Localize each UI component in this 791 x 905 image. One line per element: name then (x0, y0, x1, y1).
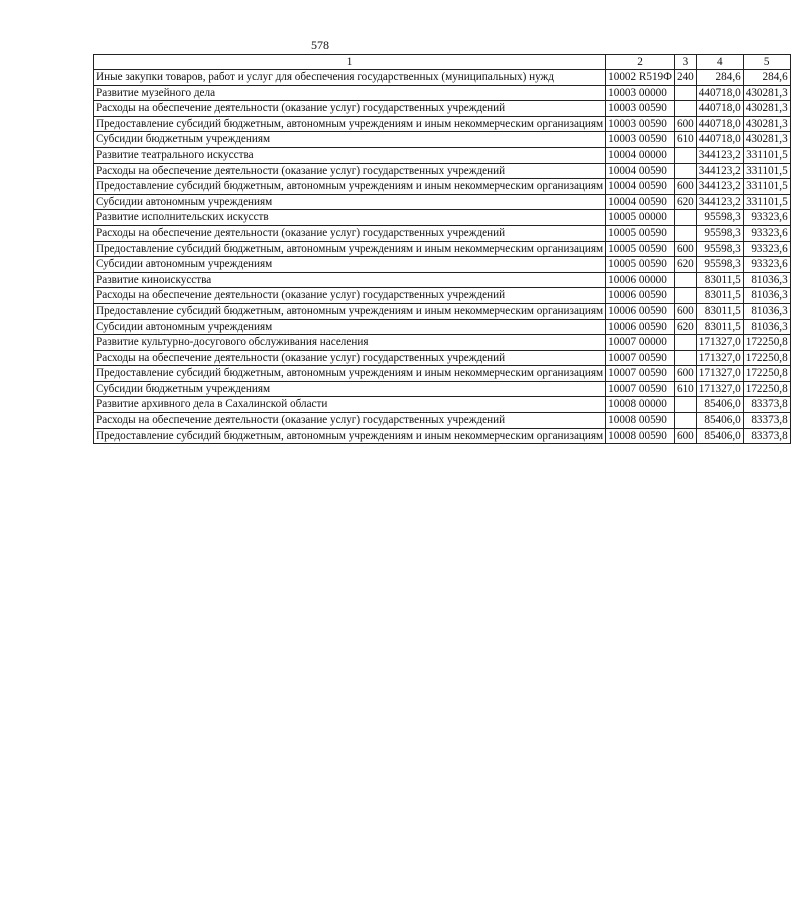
row-code-cell: 10007 00000 (606, 335, 675, 351)
table-row (94, 194, 791, 210)
table-row (94, 335, 791, 351)
row-name-cell: Субсидии автономным учреждениям (94, 194, 606, 210)
row-name-cell: Развитие театрального искусства (94, 147, 606, 163)
row-value-col4-cell: 83011,5 (696, 272, 743, 288)
row-value-col5-cell: 172250,8 (743, 366, 790, 382)
row-code-cell: 10003 00000 (606, 85, 675, 101)
row-code-cell: 10005 00000 (606, 210, 675, 226)
row-type-cell: 240 (674, 70, 696, 86)
table-row (94, 132, 791, 148)
row-type-cell (674, 225, 696, 241)
table-row (94, 413, 791, 429)
row-name-cell: Предоставление субсидий бюджетным, автономным учреждениям и иным некоммерческим организациям (94, 303, 606, 319)
row-value-col4-cell: 171327,0 (696, 335, 743, 351)
table-row (94, 366, 791, 382)
row-name-cell: Развитие музейного дела (94, 85, 606, 101)
row-type-cell: 600 (674, 116, 696, 132)
row-name-cell: Расходы на обеспечение деятельности (оказание услуг) государственных учреждений (94, 288, 606, 304)
row-code-cell: 10003 00590 (606, 116, 675, 132)
table-row (94, 319, 791, 335)
row-value-col5-cell: 430281,3 (743, 85, 790, 101)
row-type-cell: 600 (674, 366, 696, 382)
table-row (94, 147, 791, 163)
row-type-cell: 600 (674, 179, 696, 195)
row-name-cell: Развитие исполнительских искусств (94, 210, 606, 226)
row-type-cell (674, 272, 696, 288)
table-row (94, 288, 791, 304)
row-type-cell (674, 210, 696, 226)
row-name-cell: Предоставление субсидий бюджетным, автономным учреждениям и иным некоммерческим организациям (94, 241, 606, 257)
table-row (94, 350, 791, 366)
row-value-col4-cell: 83011,5 (696, 303, 743, 319)
row-type-cell (674, 101, 696, 117)
row-value-col4-cell: 95598,3 (696, 210, 743, 226)
row-value-col5-cell: 331101,5 (743, 179, 790, 195)
row-code-cell: 10007 00590 (606, 350, 675, 366)
row-name-cell: Субсидии бюджетным учреждениям (94, 381, 606, 397)
row-name-cell: Расходы на обеспечение деятельности (оказание услуг) государственных учреждений (94, 413, 606, 429)
row-value-col5-cell: 331101,5 (743, 147, 790, 163)
table-row (94, 85, 791, 101)
row-value-col4-cell: 85406,0 (696, 428, 743, 444)
row-code-cell: 10006 00590 (606, 288, 675, 304)
row-value-col5-cell: 430281,3 (743, 101, 790, 117)
row-value-col5-cell: 430281,3 (743, 116, 790, 132)
row-name-cell: Субсидии бюджетным учреждениям (94, 132, 606, 148)
row-code-cell: 10008 00000 (606, 397, 675, 413)
row-code-cell: 10005 00590 (606, 257, 675, 273)
row-name-cell: Предоставление субсидий бюджетным, автономным учреждениям и иным некоммерческим организациям (94, 428, 606, 444)
row-name-cell: Субсидии автономным учреждениям (94, 319, 606, 335)
row-value-col4-cell: 344123,2 (696, 179, 743, 195)
table-row (94, 116, 791, 132)
row-type-cell: 610 (674, 381, 696, 397)
row-type-cell (674, 85, 696, 101)
row-value-col4-cell: 171327,0 (696, 381, 743, 397)
row-code-cell: 10002 R519Ф (606, 70, 675, 86)
table-row (94, 179, 791, 195)
row-name-cell: Расходы на обеспечение деятельности (оказание услуг) государственных учреждений (94, 163, 606, 179)
row-value-col4-cell: 284,6 (696, 70, 743, 86)
row-name-cell: Развитие киноискусства (94, 272, 606, 288)
row-type-cell: 600 (674, 428, 696, 444)
row-code-cell: 10005 00590 (606, 241, 675, 257)
row-code-cell: 10004 00000 (606, 147, 675, 163)
column-header-2: 2 (606, 55, 675, 70)
row-value-col4-cell: 95598,3 (696, 241, 743, 257)
row-code-cell: 10008 00590 (606, 413, 675, 429)
row-value-col4-cell: 344123,2 (696, 163, 743, 179)
row-value-col4-cell: 440718,0 (696, 132, 743, 148)
table-row (94, 101, 791, 117)
row-value-col4-cell: 85406,0 (696, 397, 743, 413)
row-code-cell: 10004 00590 (606, 163, 675, 179)
column-header-1: 1 (94, 55, 606, 70)
row-code-cell: 10003 00590 (606, 132, 675, 148)
row-type-cell: 620 (674, 257, 696, 273)
row-type-cell (674, 350, 696, 366)
row-type-cell (674, 335, 696, 351)
row-value-col5-cell: 83373,8 (743, 397, 790, 413)
row-name-cell: Расходы на обеспечение деятельности (оказание услуг) государственных учреждений (94, 225, 606, 241)
row-code-cell: 10006 00590 (606, 303, 675, 319)
row-value-col4-cell: 171327,0 (696, 350, 743, 366)
row-value-col5-cell: 284,6 (743, 70, 790, 86)
row-value-col5-cell: 93323,6 (743, 241, 790, 257)
row-code-cell: 10007 00590 (606, 381, 675, 397)
row-value-col4-cell: 95598,3 (696, 225, 743, 241)
table-row (94, 163, 791, 179)
row-value-col5-cell: 430281,3 (743, 132, 790, 148)
row-type-cell: 600 (674, 241, 696, 257)
row-value-col5-cell: 331101,5 (743, 163, 790, 179)
row-code-cell: 10006 00000 (606, 272, 675, 288)
table-row (94, 241, 791, 257)
row-value-col4-cell: 85406,0 (696, 413, 743, 429)
row-name-cell: Развитие архивного дела в Сахалинской области (94, 397, 606, 413)
row-code-cell: 10005 00590 (606, 225, 675, 241)
row-value-col4-cell: 171327,0 (696, 366, 743, 382)
table-row (94, 272, 791, 288)
row-value-col5-cell: 331101,5 (743, 194, 790, 210)
table-row (94, 397, 791, 413)
row-code-cell: 10006 00590 (606, 319, 675, 335)
row-type-cell (674, 288, 696, 304)
row-name-cell: Предоставление субсидий бюджетным, автономным учреждениям и иным некоммерческим организациям (94, 116, 606, 132)
row-value-col5-cell: 81036,3 (743, 303, 790, 319)
row-value-col4-cell: 440718,0 (696, 116, 743, 132)
row-value-col5-cell: 83373,8 (743, 428, 790, 444)
column-number-row (94, 55, 791, 70)
row-name-cell: Предоставление субсидий бюджетным, автономным учреждениям и иным некоммерческим организациям (94, 366, 606, 382)
row-value-col5-cell: 93323,6 (743, 210, 790, 226)
budget-table (93, 54, 791, 444)
row-value-col5-cell: 172250,8 (743, 335, 790, 351)
row-value-col5-cell: 172250,8 (743, 350, 790, 366)
table-row (94, 257, 791, 273)
table-row (94, 303, 791, 319)
row-code-cell: 10003 00590 (606, 101, 675, 117)
row-value-col4-cell: 83011,5 (696, 288, 743, 304)
row-type-cell: 610 (674, 132, 696, 148)
row-code-cell: 10004 00590 (606, 194, 675, 210)
row-type-cell: 620 (674, 194, 696, 210)
row-name-cell: Субсидии автономным учреждениям (94, 257, 606, 273)
row-value-col4-cell: 95598,3 (696, 257, 743, 273)
row-value-col4-cell: 344123,2 (696, 147, 743, 163)
row-name-cell: Расходы на обеспечение деятельности (оказание услуг) государственных учреждений (94, 350, 606, 366)
row-name-cell: Предоставление субсидий бюджетным, автономным учреждениям и иным некоммерческим организациям (94, 179, 606, 195)
row-type-cell (674, 397, 696, 413)
row-type-cell: 600 (674, 303, 696, 319)
table-row (94, 70, 791, 86)
row-value-col5-cell: 93323,6 (743, 225, 790, 241)
row-value-col5-cell: 81036,3 (743, 272, 790, 288)
row-code-cell: 10008 00590 (606, 428, 675, 444)
row-type-cell (674, 413, 696, 429)
row-value-col4-cell: 344123,2 (696, 194, 743, 210)
row-name-cell: Расходы на обеспечение деятельности (оказание услуг) государственных учреждений (94, 101, 606, 117)
column-header-5: 5 (743, 55, 790, 70)
column-header-3: 3 (674, 55, 696, 70)
row-code-cell: 10004 00590 (606, 179, 675, 195)
table-row (94, 225, 791, 241)
page-number: 578 (311, 38, 329, 52)
row-type-cell: 620 (674, 319, 696, 335)
table-row (94, 428, 791, 444)
row-value-col4-cell: 440718,0 (696, 85, 743, 101)
row-code-cell: 10007 00590 (606, 366, 675, 382)
table-row (94, 381, 791, 397)
row-value-col5-cell: 93323,6 (743, 257, 790, 273)
row-type-cell (674, 147, 696, 163)
row-value-col5-cell: 81036,3 (743, 288, 790, 304)
table-row (94, 210, 791, 226)
row-value-col5-cell: 172250,8 (743, 381, 790, 397)
row-value-col4-cell: 83011,5 (696, 319, 743, 335)
column-header-4: 4 (696, 55, 743, 70)
row-name-cell: Развитие культурно-досугового обслуживания населения (94, 335, 606, 351)
row-value-col5-cell: 83373,8 (743, 413, 790, 429)
table-body (94, 70, 791, 444)
row-name-cell: Иные закупки товаров, работ и услуг для обеспечения государственных (муниципальных) нужд (94, 70, 606, 86)
row-value-col4-cell: 440718,0 (696, 101, 743, 117)
row-type-cell (674, 163, 696, 179)
row-value-col5-cell: 81036,3 (743, 319, 790, 335)
